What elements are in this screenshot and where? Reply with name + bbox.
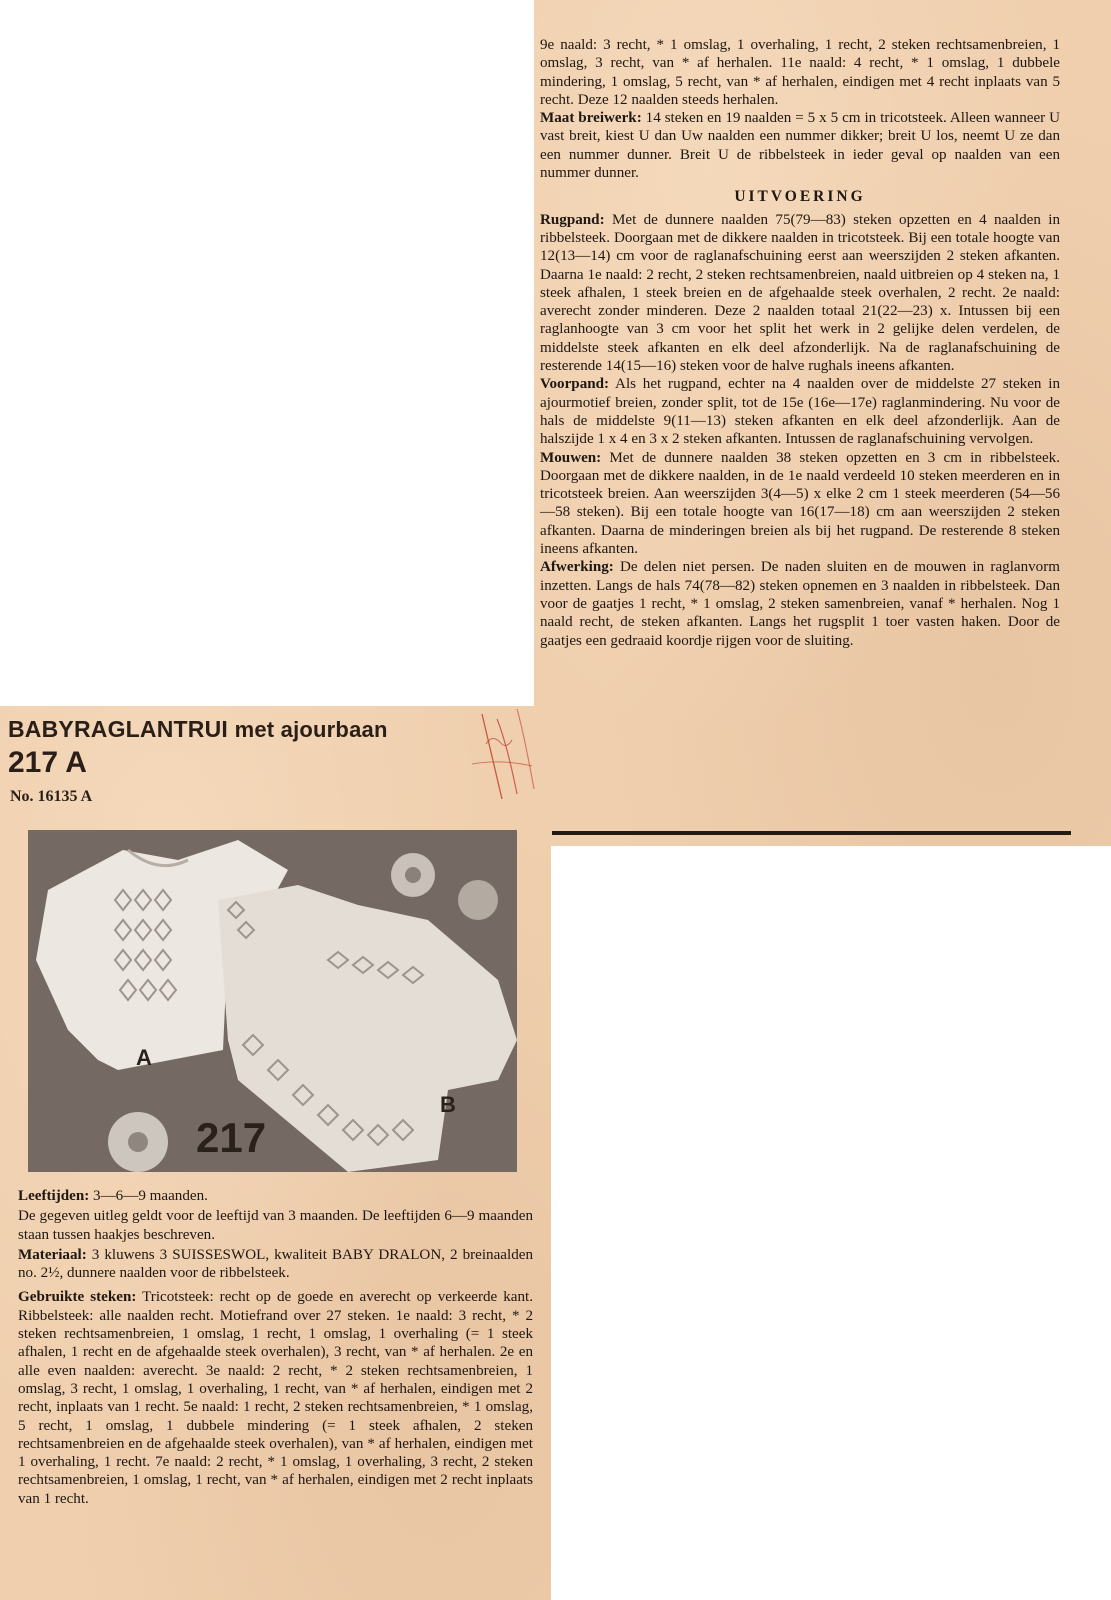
instructions-column [540, 36, 1060, 650]
model-number: 217 A [8, 746, 87, 779]
label-a: A [136, 1045, 152, 1070]
back-paragraph [540, 211, 1060, 376]
ages-note: De gegeven uitleg geldt voor de leeftijd van 3 maanden. De leeftijden 6—9 maanden staan tussen haakjes beschreven. [18, 1208, 533, 1243]
pencil-scribble-icon [462, 704, 552, 814]
stitches-text: Tricotsteek: recht op de goede en averecht op verkeerde kant. Ribbelsteek: alle naalden recht. Motiefrand over 27 steken. 1e naald: 3 recht, * 2 steken rechtsamenbreien, 1 omslag, 1 recht, 1 omslag, 1 overhaling (= 1 steek afhalen, 1 recht en de afgehaalde steek overhalen), 3 recht, van * af herhalen. 2e en alle even naalden: averecht. 3e naald: 2 recht, * 2 steken rechtsamenbreien, 1 omslag, 3 recht, 1 omslag, 1 overhaling, 1 recht, van * af herhalen, eindigen met 2 recht, inplaats van 1 recht. 5e naald: 1 recht, 2 steken rechtsamenbreien, * 1 omslag, 5 recht, 1 omslag, 1 dubbele mindering (= 1 steek afhalen, 2 steken rechtsamenbreien en de afgehaalde steek overhalen), van * af herhalen, eindigen met 1 overhaling, 1 recht. 7e naald: 2 recht, * 1 omslag, 1 overhaling, 3 recht, 2 steken rechtsamenbreien, 1 omslag, 1 recht, van * af herhalen, eindigen met 2 recht inplaats van 1 recht. [18, 1289, 533, 1507]
garment-photo [28, 830, 517, 1172]
front-paragraph [540, 375, 1060, 448]
title-upper: BABYRAGLANTRUI [8, 716, 229, 742]
section-heading: UITVOERING [734, 188, 866, 206]
gauge-text: 14 steken en 19 naalden = 5 x 5 cm in tricotsteek. Alleen wanneer U vast breit, kiest U dan Uw naalden een nummer dikker; breit U los, neemt U ze dan een nummer dunner. Breit U de ribbelsteek in ieder geval op naalden van een nummer dunner. [540, 110, 1060, 182]
stitches-label: Gebruikte steken: [18, 1289, 137, 1306]
ages-paragraph [18, 1187, 533, 1205]
back-label: Rugpand: [540, 211, 605, 228]
front-label: Voorpand: [540, 376, 610, 393]
gauge-label: Maat breiwerk: [540, 110, 642, 127]
title-lower: met ajourbaan [234, 717, 388, 742]
sleeves-paragraph [540, 449, 1060, 559]
gauge-paragraph [540, 109, 1060, 182]
sleeves-label: Mouwen: [540, 449, 602, 466]
back-text: Met de dunnere naalden 75(79—83) steken opzetten en 4 naalden in ribbelsteek. Doorgaan met de dikkere naalden in tricotsteek. Bij een totale hoogte van 12(13—14) cm voor de raglanafschuining eerst aan weerszijden 2 steken afkanten. Daarna 1e naald: 2 recht, 2 steken rechtsamenbreien, naald uitbreien op 4 steken na, 1 steek afhalen, 1 steek breien en de afgehaalde steek overhalen, 2 recht. 2e naald: averecht zonder minderen. Deze 2 naalden totaal 21(22—23) x. Intussen bij een raglanhoogte van 3 cm voor het split het werk in 2 gelijke delen verdelen, de middelste steek afkanten en elk deel afzonderlijk. Na de raglanafschuining de resterende 14(15—16) steken voor de halve rughals ineens afkanten. [540, 211, 1060, 375]
pattern-title [8, 716, 388, 743]
stitch-rows-paragraph: 9e naald: 3 recht, * 1 omslag, 1 overhaling, 1 recht, 2 steken rechtsamenbreien, 1 omslag, 3 recht, van * af herhalen. 11e naald: 4 recht, * 1 omslag, 1 dubbele mindering, 1 omslag, 5 recht, van * af herhalen, eindigen met 4 recht inplaats van 5 recht. Deze 12 naalden steeds herhalen. [540, 37, 1060, 108]
label-b: B [440, 1092, 456, 1117]
article-number: No. 16135 A [10, 788, 93, 805]
sleeves-text: Met de dunnere naalden 38 steken opzetten en 3 cm in ribbelsteek. Doorgaan met de dikkere naalden, in de 1e naald verdeeld 10 steken meerderen en in tricotsteek breien. Aan weerszijden 3(4—5) x elke 2 cm 1 steek meerderen (54—56—58 steken). Bij een totale hoogte van 16(17—18) cm aan weerszijden 2 steken afkanten. Daarna de minderingen breien als bij het rugpand. De resterende 8 steken ineens afkanten. [540, 449, 1060, 558]
finishing-paragraph [540, 558, 1060, 649]
ages-label: Leeftijden: [18, 1188, 90, 1204]
materials-paragraph [18, 1246, 533, 1283]
stitches-paragraph [18, 1288, 533, 1508]
front-text: Als het rugpand, echter na 4 naalden over de middelste 27 steken in ajourmotief breien, zonder split, tot de 15e (16e—17e) raglanmindering. Nu voor de hals de middelste 9(11—13) steken afkanten en elk deel afzonderlijk. Aan de halszijde 1 x 4 en 3 x 2 steken afkanten. Intussen de raglanafschuining vervolgen. [540, 376, 1060, 448]
photo-number: 217 [196, 1114, 267, 1161]
ages-text: 3—6—9 maanden. [89, 1188, 208, 1204]
finishing-text: De delen niet persen. De naden sluiten en de mouwen in raglanvorm inzetten. Langs de hals 74(78—82) steken opnemen en 3 naalden in ribbelsteek. Dan voor de gaatjes 1 recht, * 1 omslag, 2 steken samenbreien, vanaf * herhalen. Nog 1 naald recht, de steken afkanten. Langs het rugsplit 1 toer vasten haken. Door de gaatjes een gedraaid koordje rijgen voor de sluiting. [540, 559, 1060, 649]
materials-text: 3 kluwens 3 SUISSESWOL, kwaliteit BABY DRALON, 2 breinaalden no. 2½, dunnere naalden voor de ribbelsteek. [18, 1246, 533, 1282]
materials-label: Materiaal: [18, 1246, 87, 1263]
materials-column [18, 1187, 533, 1510]
divider-rule [552, 831, 1071, 835]
finishing-label: Afwerking: [540, 559, 614, 576]
